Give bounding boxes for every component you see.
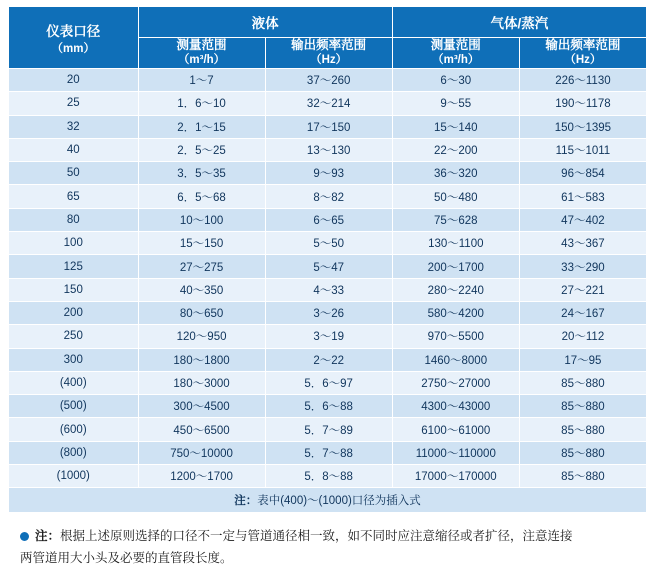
cell-liquid-range: 2．1～15	[138, 115, 265, 138]
flowmeter-spec-table	[8, 6, 647, 513]
footnote-line1: 根据上述原则选择的口径不一定与管道通径相一致，如不同时应注意缩径或者扩径，注意连接	[60, 529, 573, 544]
cell-gas-range: 9～55	[392, 92, 519, 115]
cell-gas-range: 15～140	[392, 115, 519, 138]
table-note-cell	[9, 488, 647, 513]
cell-liquid-freq: 13～130	[265, 138, 392, 161]
cell-liquid-range: 1～7	[138, 69, 265, 92]
cell-diameter: 150	[9, 278, 139, 301]
header-cell-gas: 气体/蒸汽	[392, 7, 646, 38]
cell-liquid-freq: 32～214	[265, 92, 392, 115]
table-row	[9, 162, 647, 185]
cell-liquid-range: 40～350	[138, 278, 265, 301]
cell-liquid-range: 1200～1700	[138, 465, 265, 488]
table-body	[9, 69, 647, 513]
cell-liquid-freq: 5．6～97	[265, 371, 392, 394]
cell-liquid-range: 750～10000	[138, 441, 265, 464]
cell-gas-freq: 24～167	[519, 301, 646, 324]
cell-diameter: 300	[9, 348, 139, 371]
footnote-label: 注：	[35, 529, 61, 544]
table-header	[9, 7, 647, 69]
header-liquid-range-label: 测量范围	[176, 38, 227, 52]
cell-gas-range: 130～1100	[392, 232, 519, 255]
cell-gas-range: 75～628	[392, 208, 519, 231]
cell-diameter: 65	[9, 185, 139, 208]
cell-liquid-range: 15～150	[138, 232, 265, 255]
footnote-line2: 两管道用大小头及必要的直管段长度。	[20, 551, 233, 566]
cell-gas-freq: 27～221	[519, 278, 646, 301]
cell-liquid-range: 6．5～68	[138, 185, 265, 208]
cell-gas-range: 200～1700	[392, 255, 519, 278]
cell-gas-freq: 85～880	[519, 371, 646, 394]
cell-gas-freq: 85～880	[519, 441, 646, 464]
cell-gas-freq: 150～1395	[519, 115, 646, 138]
cell-diameter: 20	[9, 69, 139, 92]
table-row	[9, 371, 647, 394]
cell-gas-freq: 20～112	[519, 325, 646, 348]
cell-diameter: (500)	[9, 395, 139, 418]
cell-liquid-freq: 5．6～88	[265, 395, 392, 418]
footnote	[8, 525, 647, 569]
cell-liquid-range: 10～100	[138, 208, 265, 231]
cell-liquid-freq: 8～82	[265, 185, 392, 208]
header-liquid-range-unit: （m³/h）	[177, 54, 226, 66]
cell-liquid-range: 180～1800	[138, 348, 265, 371]
header-cell-liquid-range	[138, 38, 265, 69]
cell-liquid-range: 450～6500	[138, 418, 265, 441]
table-row	[9, 255, 647, 278]
cell-gas-range: 6～30	[392, 69, 519, 92]
header-liquid-freq-label: 输出频率范围	[291, 38, 367, 52]
cell-liquid-freq: 5～50	[265, 232, 392, 255]
cell-gas-range: 580～4200	[392, 301, 519, 324]
cell-diameter: 100	[9, 232, 139, 255]
header-gas-freq-label: 输出频率范围	[545, 38, 621, 52]
cell-gas-freq: 33～290	[519, 255, 646, 278]
table-row	[9, 441, 647, 464]
cell-gas-freq: 85～880	[519, 465, 646, 488]
cell-gas-range: 2750～27000	[392, 371, 519, 394]
table-row	[9, 138, 647, 161]
cell-liquid-range: 180～3000	[138, 371, 265, 394]
cell-gas-range: 36～320	[392, 162, 519, 185]
cell-liquid-freq: 3～26	[265, 301, 392, 324]
header-liquid-freq-unit: （Hz）	[310, 54, 348, 66]
header-gas-range-label: 测量范围	[430, 38, 481, 52]
cell-liquid-freq: 5～47	[265, 255, 392, 278]
header-cell-liquid-freq	[265, 38, 392, 69]
cell-gas-freq: 61～583	[519, 185, 646, 208]
cell-liquid-freq: 5．8～88	[265, 465, 392, 488]
table-row	[9, 115, 647, 138]
table-row	[9, 301, 647, 324]
cell-liquid-range: 3．5～35	[138, 162, 265, 185]
cell-liquid-range: 120～950	[138, 325, 265, 348]
table-row	[9, 348, 647, 371]
cell-gas-freq: 85～880	[519, 418, 646, 441]
cell-gas-freq: 17～95	[519, 348, 646, 371]
cell-diameter: 200	[9, 301, 139, 324]
cell-liquid-range: 27～275	[138, 255, 265, 278]
cell-gas-freq: 190～1178	[519, 92, 646, 115]
table-row	[9, 465, 647, 488]
cell-diameter: 125	[9, 255, 139, 278]
table-row	[9, 92, 647, 115]
header-cell-gas-range	[392, 38, 519, 69]
cell-liquid-range: 2．5～25	[138, 138, 265, 161]
cell-liquid-freq: 4～33	[265, 278, 392, 301]
cell-liquid-range: 80～650	[138, 301, 265, 324]
header-diameter-unit: （mm）	[51, 42, 95, 55]
cell-liquid-freq: 37～260	[265, 69, 392, 92]
cell-diameter: 250	[9, 325, 139, 348]
cell-gas-range: 4300～43000	[392, 395, 519, 418]
cell-gas-range: 50～480	[392, 185, 519, 208]
cell-gas-range: 17000～170000	[392, 465, 519, 488]
cell-gas-range: 22～200	[392, 138, 519, 161]
cell-liquid-freq: 3～19	[265, 325, 392, 348]
cell-diameter: (600)	[9, 418, 139, 441]
table-note-row	[9, 488, 647, 513]
table-note-label: 注：	[234, 495, 258, 508]
cell-gas-range: 280～2240	[392, 278, 519, 301]
cell-liquid-freq: 17～150	[265, 115, 392, 138]
table-note-text: 表中(400)～(1000)口径为插入式	[257, 495, 421, 508]
cell-gas-range: 6100～61000	[392, 418, 519, 441]
cell-liquid-freq: 5．7～88	[265, 441, 392, 464]
cell-gas-freq: 47～402	[519, 208, 646, 231]
header-cell-liquid: 液体	[138, 7, 392, 38]
cell-gas-range: 1460～8000	[392, 348, 519, 371]
header-diameter-label: 仪表口径	[46, 23, 101, 39]
bullet-icon	[20, 532, 29, 541]
cell-diameter: 32	[9, 115, 139, 138]
cell-gas-range: 11000～110000	[392, 441, 519, 464]
table-row	[9, 278, 647, 301]
cell-diameter: (400)	[9, 371, 139, 394]
cell-gas-freq: 43～367	[519, 232, 646, 255]
table-row	[9, 185, 647, 208]
header-row-group	[9, 7, 647, 38]
cell-gas-freq: 85～880	[519, 395, 646, 418]
cell-diameter: 80	[9, 208, 139, 231]
table-row	[9, 232, 647, 255]
header-gas-freq-unit: （Hz）	[564, 54, 602, 66]
cell-diameter: (800)	[9, 441, 139, 464]
cell-liquid-range: 1．6～10	[138, 92, 265, 115]
table-row	[9, 69, 647, 92]
cell-liquid-freq: 6～65	[265, 208, 392, 231]
cell-gas-freq: 96～854	[519, 162, 646, 185]
cell-gas-freq: 115～1011	[519, 138, 646, 161]
cell-gas-range: 970～5500	[392, 325, 519, 348]
table-row	[9, 395, 647, 418]
cell-liquid-freq: 2～22	[265, 348, 392, 371]
table-row	[9, 418, 647, 441]
cell-diameter: 25	[9, 92, 139, 115]
cell-liquid-freq: 5．7～89	[265, 418, 392, 441]
cell-liquid-freq: 9～93	[265, 162, 392, 185]
header-cell-gas-freq	[519, 38, 646, 69]
header-cell-diameter	[9, 7, 139, 69]
header-gas-range-unit: （m³/h）	[432, 54, 480, 66]
cell-diameter: 50	[9, 162, 139, 185]
cell-diameter: (1000)	[9, 465, 139, 488]
cell-diameter: 40	[9, 138, 139, 161]
table-row	[9, 208, 647, 231]
table-row	[9, 325, 647, 348]
cell-liquid-range: 300～4500	[138, 395, 265, 418]
cell-gas-freq: 226～1130	[519, 69, 646, 92]
